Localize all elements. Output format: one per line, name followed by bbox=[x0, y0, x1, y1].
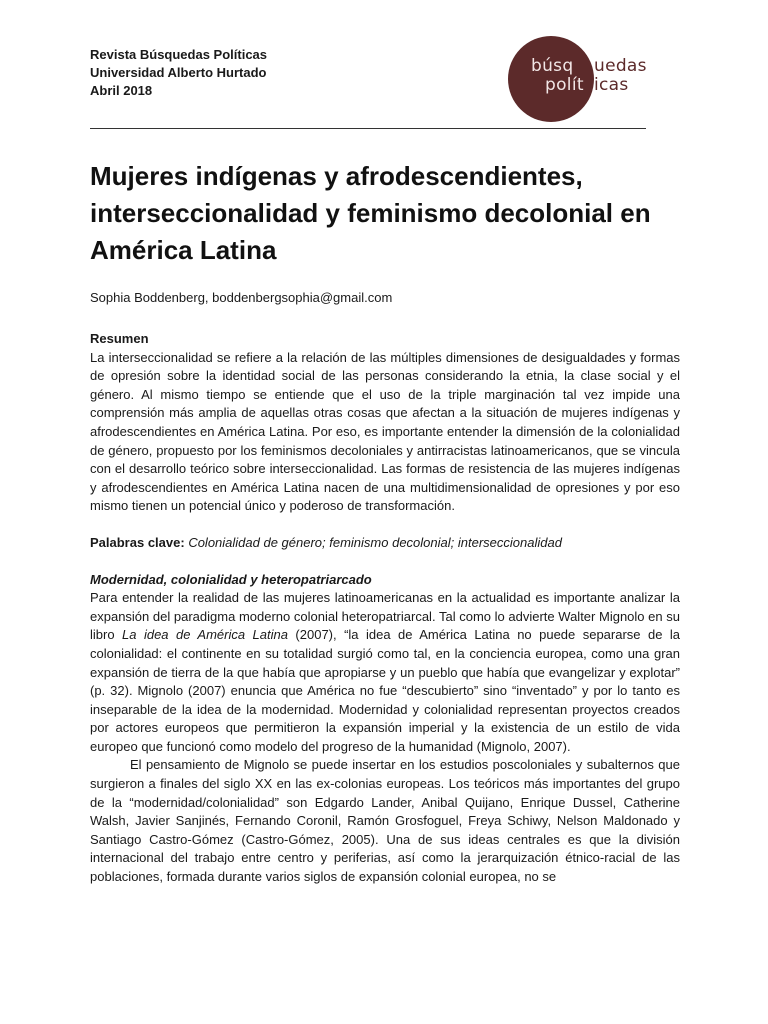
article-body bbox=[90, 330, 680, 887]
article-title: Mujeres indígenas y afrodescendientes, interseccionalidad y feminismo decolonial en América Latina bbox=[90, 161, 651, 265]
logo-text-line2-dark: icas bbox=[594, 75, 629, 95]
keywords-label: Palabras clave: bbox=[90, 534, 185, 550]
section-heading: Modernidad, colonialidad y heteropatriarcado bbox=[90, 571, 372, 587]
section-paragraph-2: El pensamiento de Mignolo se puede insertar en los estudios poscoloniales y subalternos que surgieron a finales del siglo XX en las ex-colonias europeas. Los teóricos más importantes del grupo de la “modernidad/colonialidad” son Edgardo Lander, Anibal Quijano, Enrique Dussel, Catherine Walsh, Javier Sanjinés, Fernando Coronil, Ramón Grosfoguel, Freya Schiwy, Nelson Maldonado y Santiago Castro-Gómez (Castro-Gómez, 2005). Una de sus ideas centrales es que la división internacional del trabajo entre centro y periferias, así como la jerarquización étnico-racial de las poblaciones, formada durante varios siglos de expansión colonial europea, no se bbox=[90, 757, 680, 885]
keywords-value: Colonialidad de género; feminismo decolonial; interseccionalidad bbox=[188, 534, 562, 550]
journal-name: Revista Búsquedas Políticas bbox=[90, 47, 268, 62]
header-divider bbox=[90, 128, 646, 129]
keywords bbox=[90, 534, 680, 553]
logo-text-line1-dark: uedas bbox=[594, 56, 647, 76]
journal-header bbox=[90, 46, 267, 100]
p1-book-title: La idea de América Latina bbox=[122, 627, 288, 643]
p1-part-a: Para entender la realidad de las mujeres latinoamericanas en la actualidad es importante analizar la expansión del paradigma moderno colonial heteropatriarcal. Tal como lo advierte Walter Mignolo en su libro bbox=[90, 590, 680, 643]
abstract-text: La interseccionalidad se refiere a la relación de las múltiples dimensiones de desigualdades y formas de opresión sobre la identidad social de las personas considerando la etnia, la clase social y el género. Al mismo tiempo se entiende que el uso de la triple marginación tal vez impide una comprensión más amplia de aquellas otras cosas que afectan a la situación de mujeres indígenas y afrodescendientes en América Latina. Por eso, es importante entender la dimensión de la colonialidad de género, propuesto por los feminismos decoloniales y antirracistas latinoamericanos, que se vincula con el desarrollo teórico sobre interseccionalidad. Las formas de resistencia de las mujeres indígenas y afrodescendientes en América Latina nacen de una multidimensionalidad de opresiones y por eso mismo tienen un potencial único y poderoso de transformación. bbox=[90, 349, 680, 514]
author-line: Sophia Boddenberg, boddenbergsophia@gmail.com bbox=[90, 290, 393, 305]
university-name: Universidad Alberto Hurtado bbox=[90, 65, 267, 80]
publication-date: Abril 2018 bbox=[90, 83, 153, 98]
logo-text-line1-light: búsq bbox=[531, 56, 574, 76]
logo-text-line2-light: polít bbox=[545, 75, 584, 95]
section-paragraph-1 bbox=[90, 589, 680, 756]
abstract-heading: Resumen bbox=[90, 331, 149, 346]
p1-part-b: (2007), “la idea de América Latina no puede separarse de la colonialidad: el continente en su totalidad surgió como tal, en la conciencia europea, como una gran expansión de tierra de la que había que apropiarse y un pueblo que había que evangelizar y explotar” (p. 32). Mignolo (2007) enuncia que América no fue “descubierto” sino “inventado” y por lo tanto es inseparable de la idea de la modernidad. Modernidad y colonialidad representan proyectos creados por actores europeos que permitieron la expansión imperial y la existencia de un estilo de vida europeo que funcionó como modelo del progreso de la humanidad (Mignolo, 2007). bbox=[90, 627, 681, 754]
